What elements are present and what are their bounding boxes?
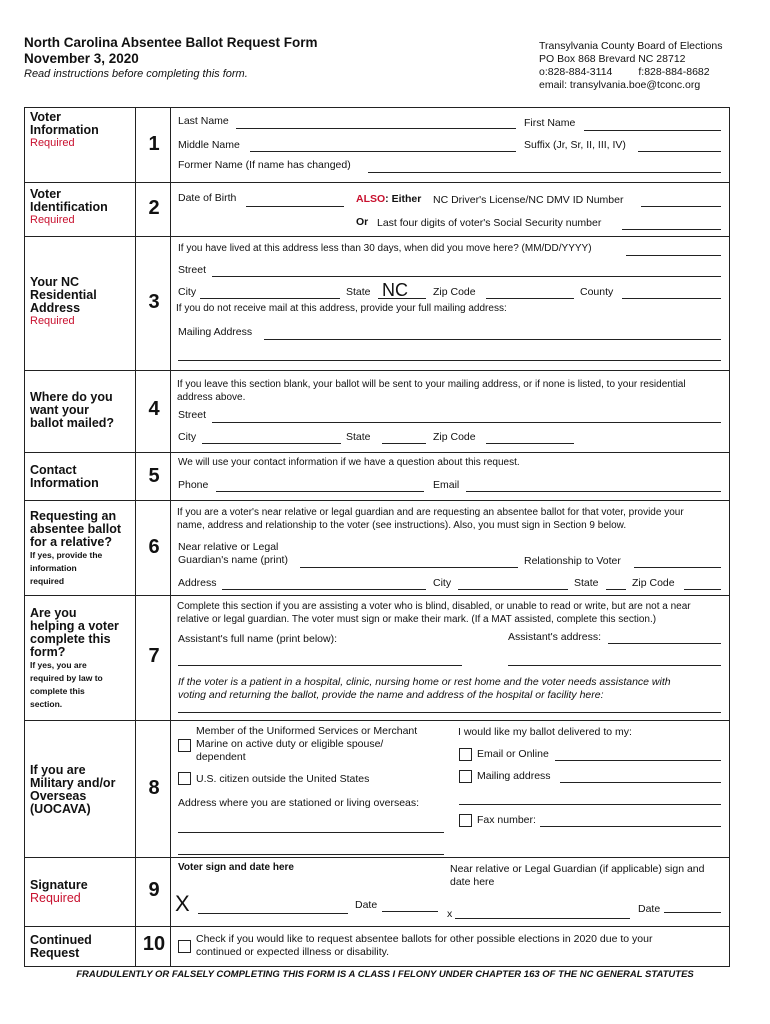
guardian-zip-field[interactable] — [684, 589, 721, 590]
felony-warning: FRAUDULENTLY OR FALSELY COMPLETING THIS FORM IS A CLASS I FELONY UNDER CHAPTER 163 OF THE NC GENERAL STATUTES — [76, 969, 694, 980]
former-name-label: Former Name (If name has changed) — [178, 159, 351, 171]
date-label: Date — [638, 903, 661, 915]
move-date-label: If you have lived at this address less than 30 days, when did you move here? (MM/DD/YYYY) — [178, 243, 592, 254]
middle-name-label: Middle Name — [178, 139, 240, 151]
guardian-sign-label: Near relative or Legal Guardian (if applicable) sign and date here — [450, 863, 705, 888]
phone-field[interactable] — [216, 491, 424, 492]
military-member-label: Member of the Uniformed Services or Merchant Marine on active duty or eligible spouse/ dependent — [196, 725, 418, 763]
fax-checkbox[interactable] — [459, 814, 472, 827]
required-label: Required — [30, 214, 75, 226]
fax-label: Fax number: — [477, 814, 536, 826]
assistant-address-field-2[interactable] — [508, 665, 721, 666]
divider — [729, 107, 730, 966]
phone-label: Phone — [178, 479, 209, 491]
section-number: 4 — [148, 398, 160, 420]
divider — [24, 500, 730, 501]
former-name-field[interactable] — [368, 172, 721, 173]
section-10-title: Continued Request — [30, 933, 92, 960]
continued-request-checkbox[interactable] — [178, 940, 191, 953]
section-number: 9 — [148, 879, 160, 901]
state-label: State — [346, 286, 371, 298]
section-2-title: Voter Identification Required — [30, 187, 108, 226]
email-online-label: Email or Online — [477, 748, 549, 760]
required-label: Required — [30, 137, 75, 149]
contact-note: We will use your contact information if we have a question about this request. — [178, 457, 520, 468]
divider — [24, 107, 25, 966]
relative-note: If you are a voter's near relative or legal guardian and are requesting an absentee ballot for that voter, provide your name, address and relationship to the voter (see instructions). Also, you must sign in Section 9 below. — [177, 507, 684, 531]
last-name-label: Last Name — [178, 115, 229, 127]
agency-block — [539, 40, 722, 92]
city-label: City — [178, 286, 197, 298]
assistant-note: Complete this section if you are assisting a voter who is blind, disabled, or unable to read or write, but are not a near relative or legal guardian. The voter must sign or make their mark. (If a MAT assisted, complete this section.) — [177, 601, 691, 625]
state-field[interactable] — [378, 298, 426, 299]
assistant-address-field[interactable] — [608, 643, 721, 644]
guardian-signature-field[interactable] — [455, 918, 630, 919]
military-checkbox[interactable] — [178, 739, 191, 752]
email-online-field[interactable] — [555, 760, 721, 761]
guardian-city-field[interactable] — [458, 589, 568, 590]
suffix-label: Suffix (Jr, Sr, II, III, IV) — [524, 139, 626, 151]
assistant-name-label: Assistant's full name (print below): — [178, 633, 337, 645]
required-label: Required — [30, 315, 75, 327]
ssn-field[interactable] — [622, 229, 721, 230]
zip-field[interactable] — [486, 298, 574, 299]
divider — [24, 452, 730, 453]
divider — [24, 182, 730, 183]
county-label: County — [580, 286, 614, 298]
agency-name: Transylvania County Board of Elections — [539, 40, 723, 52]
voter-sign-label: Voter sign and date here — [178, 862, 294, 873]
city-field[interactable] — [200, 298, 340, 299]
overseas-citizen-label: U.S. citizen outside the United States — [196, 773, 370, 785]
section-number: 6 — [148, 536, 160, 558]
guardian-name-label: Near relative or Legal Guardian's name (print) — [178, 541, 288, 566]
state-label: State — [346, 431, 371, 443]
ballot-state-field[interactable] — [382, 443, 426, 444]
mailing-address-field-2[interactable] — [178, 360, 721, 361]
suffix-field[interactable] — [638, 151, 721, 152]
state-value: NC — [382, 280, 408, 300]
county-field[interactable] — [622, 298, 721, 299]
ballot-mail-note: If you leave this section blank, your ballot will be sent to your mailing address, or if none is listed, to your residential address above. — [177, 379, 686, 403]
move-date-field[interactable] — [626, 255, 721, 256]
section-number: 7 — [148, 645, 160, 667]
assistant-address-label: Assistant's address: — [508, 631, 602, 643]
election-date: November 3, 2020 — [24, 51, 139, 66]
agency-fax: f:828-884-8682 — [638, 66, 710, 78]
guardian-state-field[interactable] — [606, 589, 626, 590]
section-7-title: Are you helping a voter complete this form? If yes, you are required by law to complete this section. — [30, 606, 119, 709]
middle-name-field[interactable] — [250, 151, 516, 152]
stationed-address-field[interactable] — [178, 832, 444, 833]
voter-signature-field[interactable] — [198, 913, 348, 914]
divider — [24, 857, 730, 858]
ballot-street-field[interactable] — [212, 422, 721, 423]
mailing-address-label: Mailing Address — [178, 326, 253, 338]
section-number: 1 — [148, 133, 160, 155]
street-label: Street — [178, 264, 207, 276]
section-number: 5 — [148, 465, 160, 487]
street-field[interactable] — [212, 276, 721, 277]
date-label: Date — [355, 899, 378, 911]
stationed-address-field-2[interactable] — [178, 854, 444, 855]
section-8-title: If you are Military and/or Overseas (UOCAVA) — [30, 763, 116, 816]
email-label: Email — [433, 479, 460, 491]
form-title: North Carolina Absentee Ballot Request Form — [24, 35, 318, 50]
hospital-note: If the voter is a patient in a hospital, clinic, nursing home or rest home and the voter needs assistance with voting and returning the ballot, provide the name and address of the hospital or facility here: — [178, 676, 671, 701]
delivery-label: I would like my ballot delivered to my: — [458, 726, 632, 738]
ballot-zip-field[interactable] — [486, 443, 574, 444]
relationship-label: Relationship to Voter — [524, 555, 621, 567]
drivers-license-label: NC Driver's License/NC DMV ID Number — [433, 194, 624, 206]
divider — [24, 926, 730, 927]
section-1-title: Voter Information Required — [30, 110, 99, 149]
stationed-address-label: Address where you are stationed or living overseas: — [178, 797, 420, 809]
guardian-x-mark: x — [447, 908, 453, 920]
relationship-field[interactable] — [634, 567, 721, 568]
assistant-name-field[interactable] — [178, 665, 462, 666]
address-label: Address — [178, 577, 217, 589]
zip-label: Zip Code — [632, 577, 675, 589]
or-label: Or — [356, 216, 369, 228]
drivers-license-field[interactable] — [641, 206, 721, 207]
divider — [24, 236, 730, 237]
section-9-title: Signature Required — [30, 878, 88, 905]
mailing-address-field[interactable] — [264, 339, 721, 340]
signature-x-mark: X — [175, 891, 190, 916]
section-number: 3 — [148, 291, 160, 313]
section-4-title: Where do you want your ballot mailed? — [30, 390, 115, 430]
also-label: ALSO: Either — [356, 193, 422, 205]
overseas-citizen-checkbox[interactable] — [178, 772, 191, 785]
dob-label: Date of Birth — [178, 192, 237, 204]
mailing-address-checkbox[interactable] — [459, 770, 472, 783]
city-label: City — [178, 431, 197, 443]
fax-field[interactable] — [540, 826, 721, 827]
voter-date-field[interactable] — [382, 911, 438, 912]
ssn-label: Last four digits of voter's Social Security number — [377, 217, 602, 229]
zip-label: Zip Code — [433, 431, 476, 443]
agency-email: email: transylvania.boe@tconc.org — [539, 79, 701, 91]
divider — [24, 720, 730, 721]
zip-label: Zip Code — [433, 286, 476, 298]
state-label: State — [574, 577, 599, 589]
section-6-title: Requesting an absentee ballot for a relative? If yes, provide the information required — [30, 509, 121, 586]
divider — [24, 107, 730, 108]
divider — [24, 595, 730, 596]
no-mail-note: If you do not receive mail at this address, provide your full mailing address: — [176, 303, 507, 314]
continued-request-label: Check if you would like to request absentee ballots for other possible elections in 2020 due to your continued or expected illness or disability. — [196, 933, 653, 958]
required-label: Required — [30, 891, 81, 905]
divider — [24, 966, 730, 967]
last-name-field[interactable] — [236, 128, 516, 129]
section-number: 2 — [148, 197, 160, 219]
mailing-address-field-2[interactable] — [459, 804, 721, 805]
mailing-address-field[interactable] — [560, 782, 721, 783]
section-5-title: Contact Information — [30, 463, 99, 490]
first-name-label: First Name — [524, 117, 576, 129]
email-online-checkbox[interactable] — [459, 748, 472, 761]
mailing-address-label: Mailing address — [477, 770, 551, 782]
email-field[interactable] — [466, 491, 721, 492]
city-label: City — [433, 577, 452, 589]
first-name-field[interactable] — [584, 130, 721, 131]
agency-phone: o:828-884-3114 — [539, 66, 613, 78]
street-label: Street — [178, 409, 207, 421]
dob-field[interactable] — [246, 206, 344, 207]
instructions-note: Read instructions before completing this form. — [24, 68, 248, 80]
section-3-title: Your NC Residential Address Required — [30, 275, 97, 327]
guardian-name-field[interactable] — [300, 567, 518, 568]
guardian-address-field[interactable] — [222, 589, 426, 590]
agency-address: PO Box 868 Brevard NC 28712 — [539, 53, 686, 65]
divider — [24, 370, 730, 371]
section-number: 8 — [148, 777, 160, 799]
ballot-city-field[interactable] — [202, 443, 341, 444]
guardian-date-field[interactable] — [664, 912, 721, 913]
hospital-field[interactable] — [178, 712, 721, 713]
section-number: 10 — [142, 933, 166, 955]
